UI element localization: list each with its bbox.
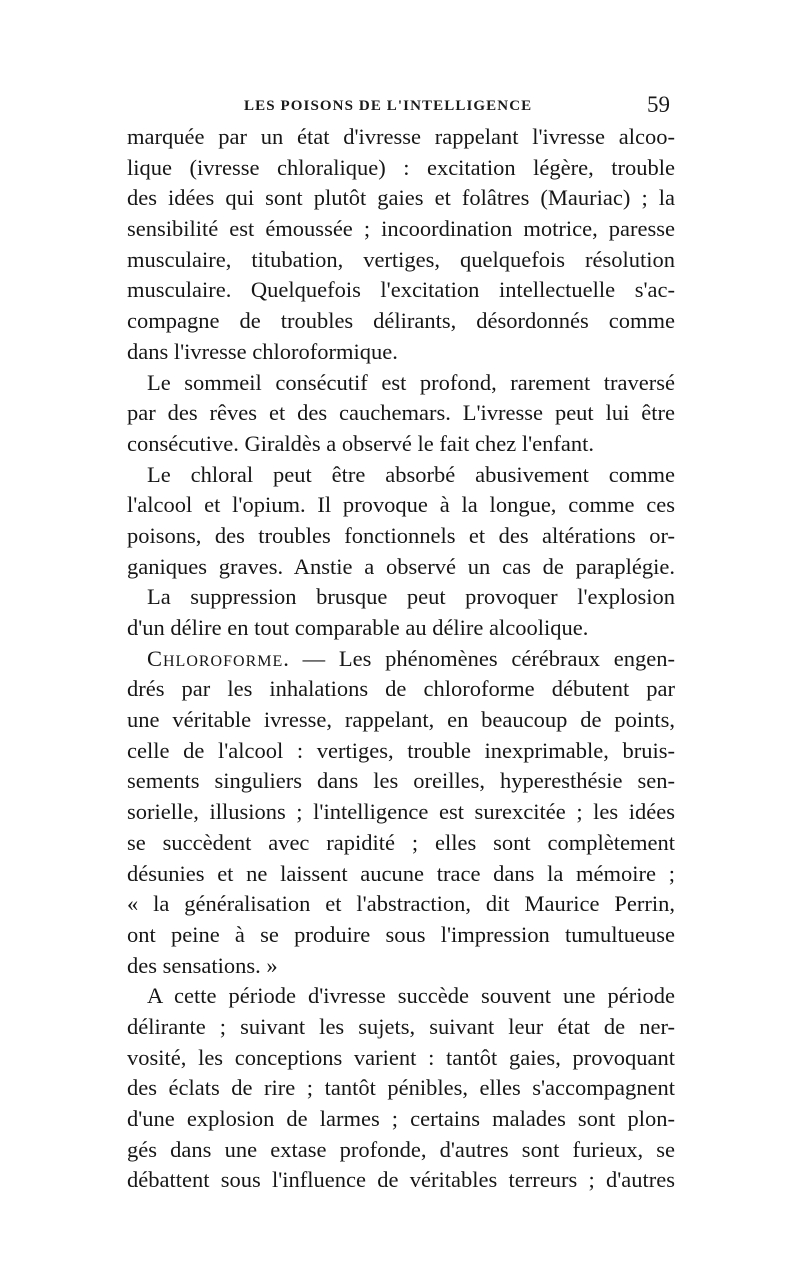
text-line: sensibilité est émoussée ; incoordination motrice, paresse — [127, 216, 675, 242]
text-line: ont peine à se produire sous l'impression tumultueuse — [127, 921, 675, 947]
text-line: drés par les inhalations de chloroforme débutent par — [127, 676, 675, 702]
text-line: ganiques graves. Anstie a observé un cas de paraplégie. — [127, 553, 675, 579]
text-line: consécutive. Giraldès a observé le fait chez l'enfant. — [127, 430, 594, 456]
text-line: sements singuliers dans les oreilles, hyperesthésie sen- — [127, 768, 675, 794]
text-line: musculaire. Quelquefois l'excitation intellectuelle s'ac- — [127, 277, 675, 303]
page-number: 59 — [647, 92, 670, 117]
text-line: l'alcool et l'opium. Il provoque à la longue, comme ces — [127, 492, 675, 518]
text-line: une véritable ivresse, rappelant, en beaucoup de points, — [127, 707, 675, 733]
text-line: des sensations. » — [127, 952, 278, 978]
text-line: poisons, des troubles fonctionnels et des altérations or- — [127, 522, 675, 548]
paragraph-first-line: La suppression brusque peut provoquer l'explosion — [147, 584, 675, 610]
text-line: des éclats de rire ; tantôt pénibles, elles s'accompagnent — [127, 1075, 675, 1101]
text-line: dans l'ivresse chloroformique. — [127, 338, 398, 364]
text-line: « la généralisation et l'abstraction, dit Maurice Perrin, — [127, 891, 675, 917]
paragraph-first-line: Le chloral peut être absorbé abusivement comme — [147, 461, 675, 487]
text-line: d'un délire en tout comparable au délire alcoolique. — [127, 615, 589, 640]
running-title: LES POISONS DE L'INTELLIGENCE — [244, 98, 533, 114]
section-heading-line: Chloroforme. — Les phénomènes cérébraux engen- — [147, 645, 675, 671]
paragraph-first-line: A cette période d'ivresse succède souvent une période — [147, 983, 675, 1009]
text-line: par des rêves et des cauchemars. L'ivresse peut lui être — [127, 400, 675, 426]
text-line: désunies et ne laissent aucune trace dans la mémoire ; — [127, 860, 675, 886]
text-line: débattent sous l'influence de véritables terreurs ; d'autres — [127, 1167, 675, 1193]
section-heading-word: Chloroforme — [147, 645, 284, 671]
text-line: des idées qui sont plutôt gaies et folâtres (Mauriac) ; la — [127, 185, 675, 211]
text-line: marquée par un état d'ivresse rappelant l'ivresse alcoo- — [127, 124, 675, 149]
text-line: délirante ; suivant les sujets, suivant leur état de ner- — [127, 1013, 675, 1039]
text-line: sorielle, illusions ; l'intelligence est surexcitée ; les idées — [127, 799, 675, 825]
text-line: musculaire, titubation, vertiges, quelquefois résolution — [127, 246, 675, 272]
text-line: d'une explosion de larmes ; certains malades sont plon- — [127, 1106, 675, 1131]
text-line: lique (ivresse chloralique) : excitation légère, trouble — [127, 154, 675, 180]
running-header — [127, 92, 680, 122]
text-line: vosité, les conceptions varient : tantôt gaies, provoquant — [127, 1044, 675, 1070]
text-line: celle de l'alcool : vertiges, trouble inexprimable, bruis- — [127, 737, 675, 763]
paragraph-first-line: Le sommeil consécutif est profond, rarement traversé — [147, 369, 675, 395]
text-line: gés dans une extase profonde, d'autres sont furieux, se — [127, 1136, 675, 1162]
text-line: compagne de troubles délirants, désordonnés comme — [127, 308, 675, 334]
body-text — [127, 122, 675, 1196]
text-line: se succèdent avec rapidité ; elles sont complètement — [127, 829, 675, 855]
